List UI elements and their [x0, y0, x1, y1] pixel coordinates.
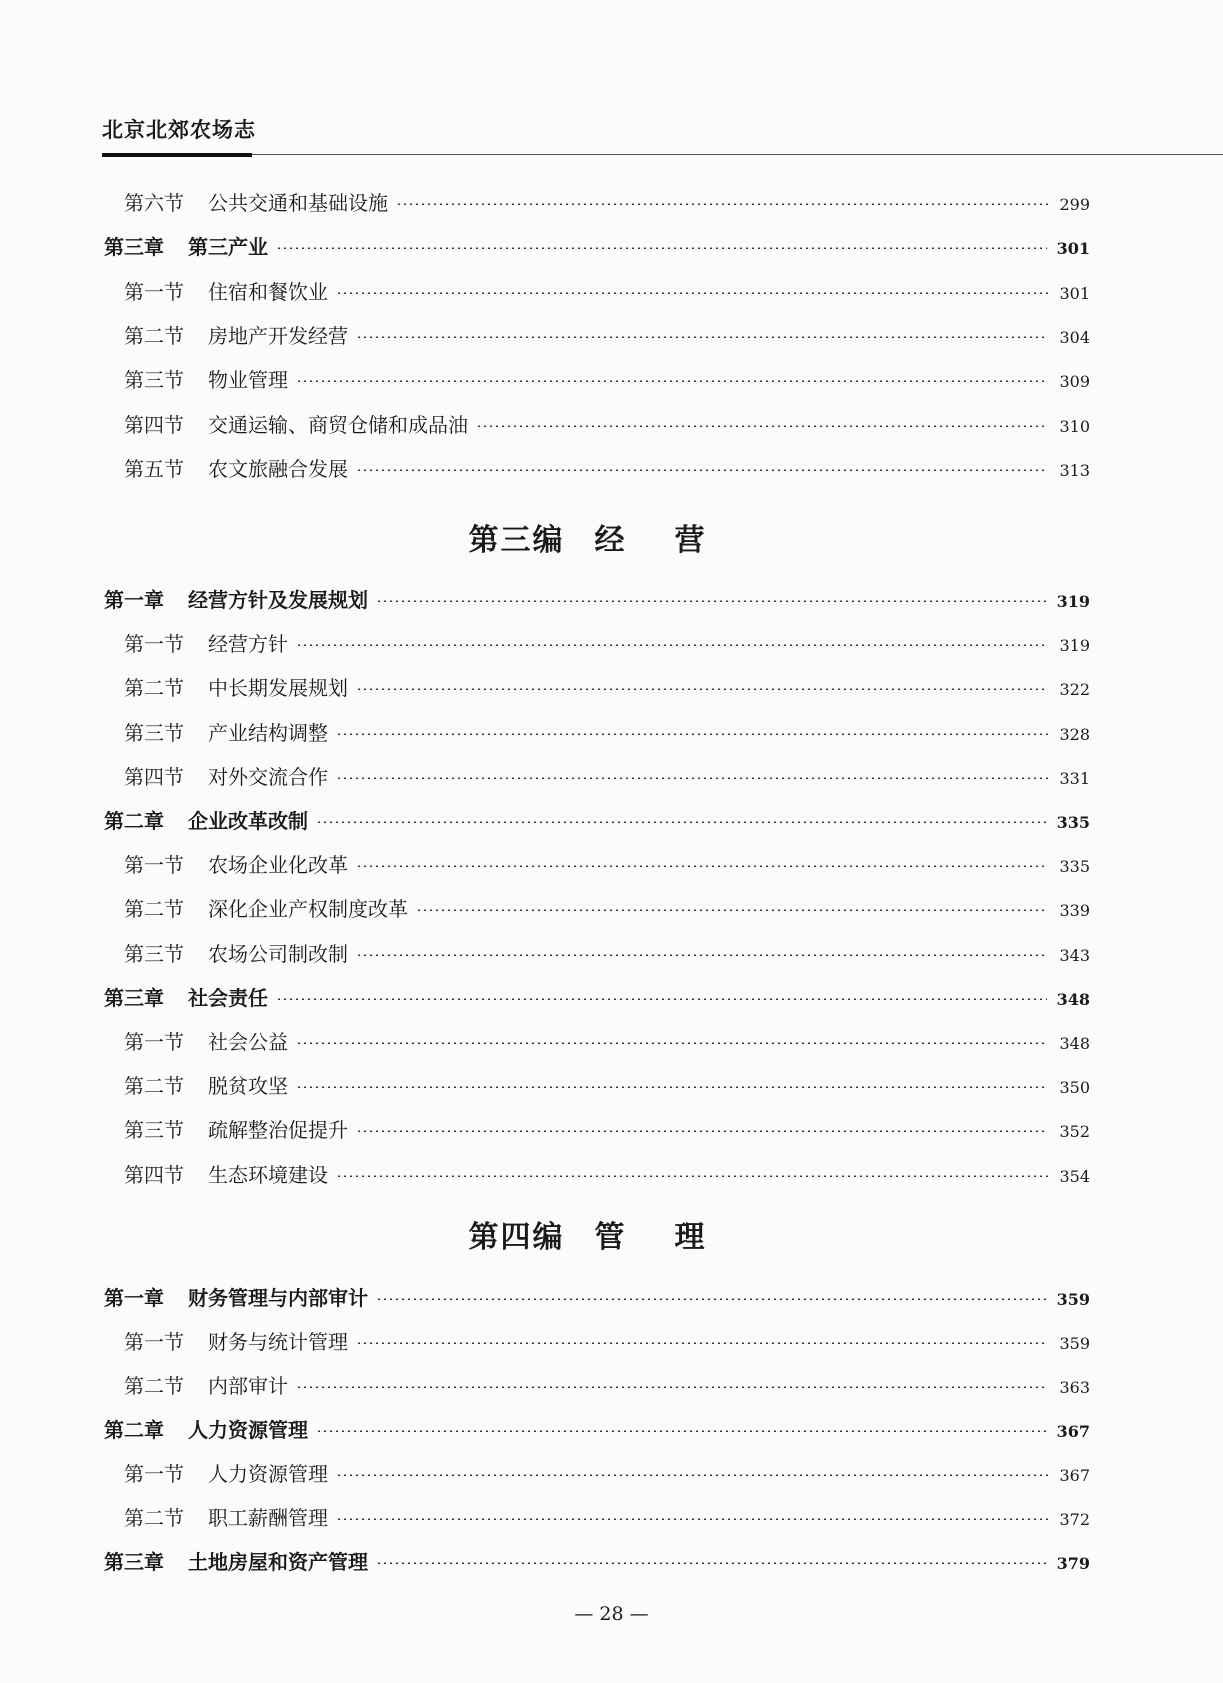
- entry-title: 内部审计: [208, 1374, 288, 1398]
- toc-section-entry: [0, 1114, 1090, 1144]
- dot-leader: [316, 1430, 1047, 1432]
- dot-leader: [296, 1086, 1048, 1088]
- entry-page-number: 299: [1059, 195, 1090, 214]
- dot-leader: [476, 425, 1048, 427]
- dot-leader: [416, 909, 1048, 911]
- entry-label: 第三章: [104, 985, 164, 1010]
- part-name: 管理: [594, 1220, 755, 1255]
- entry-title: 财务管理与内部审计: [188, 1286, 368, 1310]
- toc-section-entry: [0, 761, 1090, 791]
- toc-section-entry: [0, 1070, 1090, 1100]
- dot-leader: [376, 1298, 1047, 1300]
- entry-title: 经营方针: [208, 632, 288, 657]
- entry-page-number: 367: [1059, 1466, 1090, 1485]
- toc-section-entry: [0, 672, 1090, 702]
- entry-label: 第三节: [124, 941, 184, 966]
- entry-label: 第二节: [124, 1074, 184, 1099]
- entry-page-number: 343: [1059, 945, 1090, 965]
- entry-title: 物业管理: [208, 368, 288, 393]
- entry-page-number: 328: [1059, 724, 1090, 744]
- running-head: 北京北郊农场志: [102, 117, 256, 142]
- entry-title: 社会责任: [188, 985, 268, 1010]
- entry-label: 第二节: [124, 897, 184, 922]
- entry-page-number: 335: [1056, 813, 1090, 832]
- entry-title: 社会公益: [208, 1030, 288, 1054]
- dot-leader: [356, 954, 1048, 956]
- entry-label: 第二章: [104, 1418, 164, 1442]
- entry-title: 职工薪酬管理: [208, 1506, 328, 1530]
- entry-title: 公共交通和基础设施: [208, 191, 388, 215]
- dot-leader: [356, 336, 1048, 338]
- entry-page-number: 367: [1056, 1422, 1090, 1441]
- entry-title: 交通运输、商贸仓储和成品油: [208, 412, 468, 437]
- part-title-4: [0, 1212, 1223, 1256]
- toc-chapter-entry: [0, 805, 1090, 835]
- dot-leader: [316, 821, 1047, 823]
- toc-section-entry: [0, 453, 1090, 483]
- entry-page-number: 319: [1059, 636, 1090, 656]
- entry-page-number: 372: [1059, 1510, 1090, 1529]
- dot-leader: [296, 1386, 1048, 1388]
- entry-title: 农场企业化改革: [208, 853, 348, 878]
- entry-page-number: 304: [1059, 327, 1090, 347]
- dot-leader: [356, 865, 1048, 867]
- entry-title: 深化企业产权制度改革: [208, 897, 408, 922]
- toc-section-entry: [0, 1458, 1090, 1488]
- dot-leader: [276, 247, 1047, 249]
- part-label: 第三编: [468, 523, 565, 558]
- entry-label: 第一节: [124, 632, 184, 657]
- entry-page-number: 379: [1056, 1554, 1090, 1573]
- entry-page-number: 348: [1056, 989, 1090, 1009]
- header-rule-thick: [102, 153, 252, 157]
- entry-label: 第一节: [124, 1462, 184, 1486]
- entry-title: 脱贫攻坚: [208, 1074, 288, 1099]
- dot-leader: [296, 380, 1048, 382]
- toc-section-entry: [0, 320, 1090, 350]
- entry-label: 第六节: [124, 191, 184, 215]
- dot-leader: [376, 600, 1047, 602]
- entry-label: 第二章: [104, 809, 164, 833]
- toc-chapter-entry: [0, 1282, 1090, 1312]
- toc-section-entry: [0, 628, 1090, 658]
- toc-chapter-entry: [0, 1414, 1090, 1444]
- entry-page-number: 331: [1059, 768, 1090, 788]
- entry-label: 第一节: [124, 279, 184, 304]
- toc-section-entry: [0, 1159, 1090, 1189]
- toc-section-entry: [0, 849, 1090, 879]
- entry-label: 第二节: [124, 1374, 184, 1398]
- entry-label: 第四节: [124, 412, 184, 437]
- toc-section-entry: [0, 1370, 1090, 1400]
- entry-page-number: 309: [1059, 372, 1090, 392]
- entry-title: 农文旅融合发展: [208, 456, 348, 481]
- dot-leader: [276, 998, 1047, 1000]
- toc-chapter-entry: [0, 982, 1090, 1012]
- entry-page-number: 301: [1059, 283, 1090, 303]
- toc-section-entry: [0, 893, 1090, 923]
- entry-label: 第二节: [124, 323, 184, 348]
- entry-title: 人力资源管理: [188, 1418, 308, 1442]
- entry-page-number: 310: [1059, 416, 1090, 436]
- entry-title: 经营方针及发展规划: [188, 588, 368, 612]
- toc-section-entry: [0, 938, 1090, 968]
- dot-leader: [376, 1562, 1047, 1564]
- dot-leader: [356, 469, 1048, 471]
- entry-page-number: 335: [1059, 857, 1090, 877]
- entry-page-number: 350: [1059, 1078, 1090, 1098]
- entry-title: 产业结构调整: [208, 720, 328, 745]
- dot-leader: [296, 644, 1048, 646]
- dot-leader: [356, 1130, 1048, 1132]
- entry-label: 第四节: [124, 764, 184, 789]
- entry-title: 土地房屋和资产管理: [188, 1550, 368, 1574]
- entry-page-number: 319: [1056, 592, 1090, 611]
- dot-leader: [336, 777, 1048, 779]
- entry-title: 中长期发展规划: [208, 676, 348, 701]
- toc-section-entry: [0, 1026, 1090, 1056]
- entry-label: 第二节: [124, 676, 184, 701]
- dot-leader: [336, 1518, 1048, 1520]
- toc-section-entry: [0, 1326, 1090, 1356]
- toc-chapter-entry: [0, 231, 1090, 261]
- entry-title: 农场公司制改制: [208, 941, 348, 966]
- entry-label: 第二节: [124, 1506, 184, 1530]
- entry-label: 第三节: [124, 368, 184, 393]
- entry-label: 第三章: [104, 235, 164, 260]
- entry-title: 财务与统计管理: [208, 1330, 348, 1354]
- entry-page-number: 339: [1059, 901, 1090, 921]
- entry-label: 第三节: [124, 1118, 184, 1143]
- entry-label: 第一章: [104, 588, 164, 612]
- entry-page-number: 352: [1059, 1122, 1090, 1142]
- toc-section-entry: [0, 1502, 1090, 1532]
- entry-title: 疏解整治促提升: [208, 1118, 348, 1143]
- part-name: 经营: [594, 523, 755, 558]
- entry-label: 第五节: [124, 456, 184, 481]
- dot-leader: [356, 1342, 1048, 1344]
- entry-page-number: 363: [1059, 1378, 1090, 1397]
- entry-page-number: 359: [1056, 1290, 1090, 1309]
- entry-page-number: 354: [1059, 1166, 1090, 1186]
- part-title-3: [0, 515, 1223, 559]
- dot-leader: [356, 688, 1048, 690]
- entry-title: 房地产开发经营: [208, 323, 348, 348]
- entry-page-number: 322: [1059, 680, 1090, 700]
- toc-section-entry: [0, 276, 1090, 306]
- entry-title: 生态环境建设: [208, 1162, 328, 1187]
- toc-section-entry: [0, 717, 1090, 747]
- entry-title: 对外交流合作: [208, 764, 328, 789]
- header-rule-thin: [252, 154, 1223, 155]
- entry-label: 第四节: [124, 1162, 184, 1187]
- toc-chapter-entry: [0, 584, 1090, 614]
- entry-title: 企业改革改制: [188, 809, 308, 833]
- entry-label: 第一节: [124, 1330, 184, 1354]
- entry-label: 第一节: [124, 853, 184, 878]
- entry-title: 人力资源管理: [208, 1462, 328, 1486]
- dot-leader: [336, 292, 1048, 294]
- dot-leader: [336, 733, 1048, 735]
- entry-page-number: 301: [1056, 239, 1090, 259]
- entry-label: 第一章: [104, 1286, 164, 1310]
- entry-title: 第三产业: [188, 235, 268, 260]
- toc-section-entry: [0, 364, 1090, 394]
- dot-leader: [336, 1474, 1048, 1476]
- dot-leader: [396, 203, 1048, 205]
- entry-page-number: 313: [1059, 460, 1090, 480]
- entry-page-number: 359: [1059, 1334, 1090, 1353]
- page-number: — 28 —: [574, 1603, 649, 1625]
- entry-label: 第三节: [124, 720, 184, 745]
- part-label: 第四编: [468, 1220, 565, 1255]
- entry-label: 第一节: [124, 1030, 184, 1054]
- toc-section-entry: [0, 187, 1090, 217]
- dot-leader: [296, 1042, 1048, 1044]
- entry-page-number: 348: [1059, 1034, 1090, 1053]
- entry-label: 第三章: [104, 1550, 164, 1574]
- toc-chapter-entry: [0, 1546, 1090, 1576]
- dot-leader: [336, 1175, 1048, 1177]
- toc-section-entry: [0, 409, 1090, 439]
- entry-title: 住宿和餐饮业: [208, 279, 328, 304]
